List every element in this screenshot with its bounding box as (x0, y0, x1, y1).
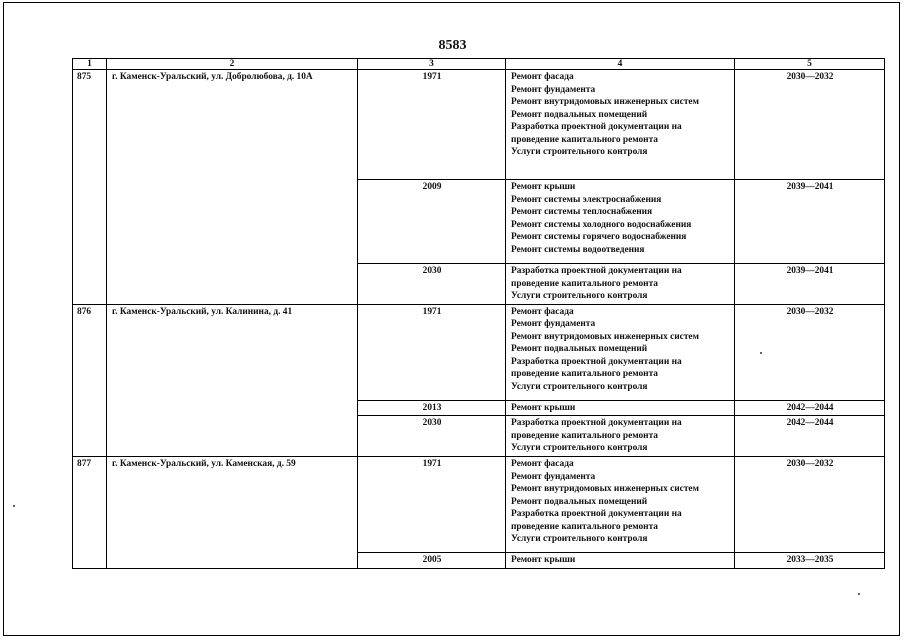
header-col-1: 1 (73, 59, 107, 70)
work-item: Ремонт системы водоотведения (511, 244, 645, 255)
year-cell: 2030 (358, 416, 506, 457)
scan-speck (13, 505, 15, 507)
period-cell: 2039—2041 (735, 264, 885, 305)
year-cell: 1971 (358, 70, 506, 180)
work-item: Ремонт крыши (511, 402, 576, 413)
year-cell: 1971 (358, 457, 506, 553)
work-item: проведение капитального ремонта (511, 134, 658, 145)
work-item: Разработка проектной документации на (511, 122, 682, 132)
year-cell: 2030 (358, 264, 506, 305)
works-cell (506, 400, 735, 416)
works-cell (506, 553, 735, 569)
object-address: г. Каменск-Уральский, ул. Добролюбова, д. 10А (107, 70, 358, 305)
year-cell: 1971 (358, 304, 506, 400)
work-item: Ремонт фасада (511, 306, 574, 317)
scan-speck (858, 593, 860, 595)
period-cell: 2039—2041 (735, 180, 885, 264)
works-cell (506, 457, 735, 553)
header-row (73, 59, 885, 70)
table-body (73, 70, 885, 569)
period-cell: 2042—2044 (735, 416, 885, 457)
period-cell: 2030—2032 (735, 70, 885, 180)
work-item: проведение капитального ремонта (511, 521, 658, 532)
work-item: Ремонт подвальных помещений (511, 496, 648, 507)
object-number: 876 (73, 304, 107, 457)
year-cell: 2009 (358, 180, 506, 264)
work-item: проведение капитального ремонта (511, 430, 658, 441)
page-number: 8583 (438, 38, 467, 53)
works-cell (506, 70, 735, 180)
table-row (73, 304, 885, 400)
work-item: Ремонт внутридомовых инженерных систем (511, 97, 699, 107)
table-row (73, 457, 885, 553)
work-item: Услуги строительного контроля (511, 147, 648, 157)
work-item: проведение капитального ремонта (511, 369, 658, 379)
work-item: Ремонт фасада (511, 72, 574, 82)
work-item: Ремонт системы теплоснабжения (511, 207, 653, 217)
work-item: Ремонт внутридомовых инженерных систем (511, 484, 699, 494)
repair-schedule-table (72, 58, 885, 569)
work-item: Услуги строительного контроля (511, 381, 648, 392)
work-item: Ремонт фасада (511, 459, 574, 469)
work-item: Ремонт внутридомовых инженерных систем (511, 331, 699, 342)
work-item: Разработка проектной документации на (511, 356, 682, 367)
works-cell (506, 304, 735, 400)
work-item: Ремонт фундамента (511, 471, 596, 482)
work-item: Ремонт фундамента (511, 319, 596, 329)
scan-speck (760, 352, 762, 354)
work-item: Ремонт крыши (511, 182, 576, 192)
work-item: Ремонт фундамента (511, 84, 596, 95)
work-item: Услуги строительного контроля (511, 291, 648, 301)
year-cell: 2013 (358, 400, 506, 416)
period-cell: 2042—2044 (735, 400, 885, 416)
work-item: Разработка проектной документации на (511, 418, 682, 428)
object-address: г. Каменск-Уральский, ул. Каменская, д. 59 (107, 457, 358, 569)
header-col-3: 3 (358, 59, 506, 70)
work-item: Ремонт системы горячего водоснабжения (511, 232, 687, 242)
work-item: Ремонт подвальных помещений (511, 344, 648, 354)
object-number: 875 (73, 70, 107, 305)
work-item: проведение капитального ремонта (511, 278, 658, 289)
year-cell: 2005 (358, 553, 506, 569)
object-address: г. Каменск-Уральский, ул. Калинина, д. 41 (107, 304, 358, 457)
table-row (73, 70, 885, 180)
works-cell (506, 416, 735, 457)
work-item: Услуги строительного контроля (511, 443, 648, 453)
work-item: Разработка проектной документации на (511, 509, 682, 519)
period-cell: 2033—2035 (735, 553, 885, 569)
work-item: Услуги строительного контроля (511, 534, 648, 544)
works-cell (506, 264, 735, 305)
work-item: Ремонт подвальных помещений (511, 109, 648, 120)
header-col-5: 5 (735, 59, 885, 70)
object-number: 877 (73, 457, 107, 569)
period-cell: 2030—2032 (735, 457, 885, 553)
header-col-2: 2 (107, 59, 358, 70)
work-item: Ремонт системы холодного водоснабжения (511, 219, 692, 230)
work-item: Ремонт системы электроснабжения (511, 194, 662, 205)
work-item: Разработка проектной документации на (511, 266, 682, 276)
period-cell: 2030—2032 (735, 304, 885, 400)
header-col-4: 4 (506, 59, 735, 70)
work-item: Ремонт крыши (511, 555, 576, 565)
works-cell (506, 180, 735, 264)
